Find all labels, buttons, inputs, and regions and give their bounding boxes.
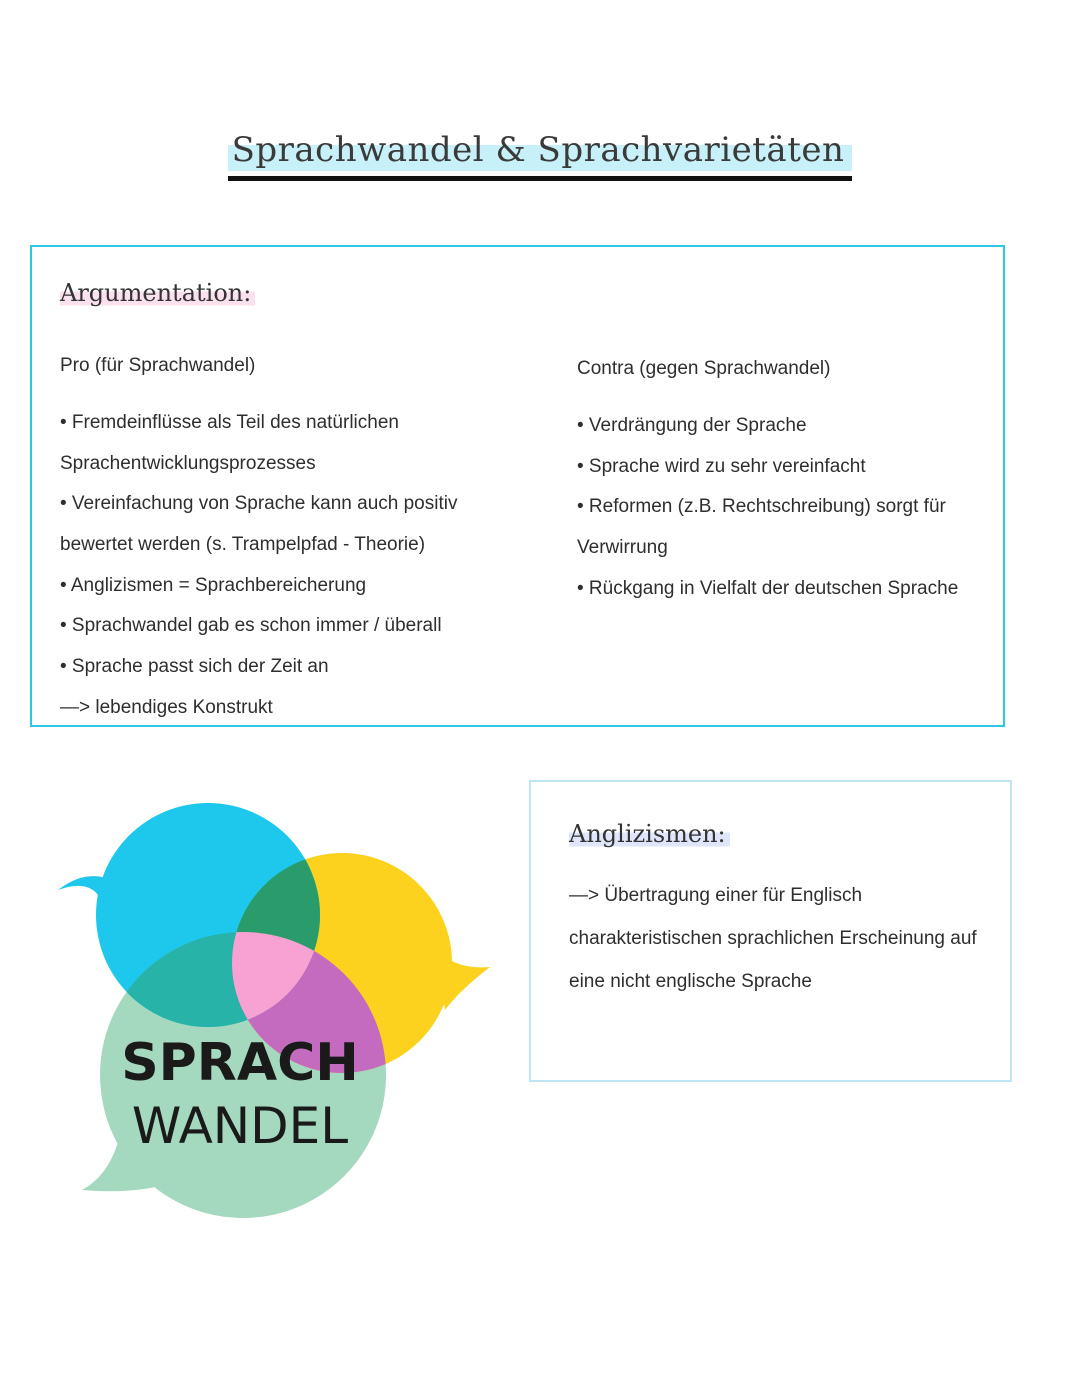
contra-line: • Rückgang in Vielfalt der deutschen Sprache <box>577 577 959 599</box>
pro-column <box>60 351 457 729</box>
pro-line: • Sprache passt sich der Zeit an <box>60 656 329 678</box>
pro-line: bewertet werden (s. Trampelpfad - Theorie) <box>60 534 426 556</box>
anglizismen-line: charakteristischen sprachlichen Erscheinung auf <box>569 928 977 949</box>
pro-line: • Vereinfachung von Sprache kann auch positiv <box>60 493 458 515</box>
anglizismen-line: —> Übertragung einer für Englisch <box>569 885 863 906</box>
contra-heading: Contra (gegen Sprachwandel) <box>577 358 831 379</box>
contra-line: • Verdrängung der Sprache <box>577 415 807 436</box>
argumentation-box <box>30 245 1005 727</box>
page-title-text: Sprachwandel & Sprachvarietäten <box>228 128 853 181</box>
argumentation-heading: Argumentation: <box>60 279 255 307</box>
contra-line: • Reformen (z.B. Rechtschreibung) sorgt für <box>577 496 946 518</box>
anglizismen-box <box>529 780 1012 1082</box>
sprachwandel-logo <box>50 795 495 1225</box>
anglizismen-heading: Anglizismen: <box>569 820 730 848</box>
pro-heading: Pro (für Sprachwandel) <box>60 355 256 376</box>
pro-line: • Anglizismen = Sprachbereicherung <box>60 574 367 596</box>
pro-line: —> lebendiges Konstrukt <box>60 696 273 718</box>
anglizismen-line: eine nicht englische Sprache <box>569 971 812 992</box>
page-title <box>0 128 1080 181</box>
pro-line: Sprachentwicklungsprozesses <box>60 452 316 474</box>
contra-column <box>577 354 958 609</box>
pro-line: • Sprachwandel gab es schon immer / überall <box>60 615 442 637</box>
pro-line: • Fremdeinflüsse als Teil des natürlichen <box>60 412 399 433</box>
logo-line1: SPRACH <box>121 1033 359 1093</box>
anglizismen-text <box>569 874 977 1003</box>
contra-line: Verwirrung <box>577 537 668 559</box>
logo-line2: WANDEL <box>131 1097 349 1155</box>
contra-line: • Sprache wird zu sehr vereinfacht <box>577 455 866 477</box>
